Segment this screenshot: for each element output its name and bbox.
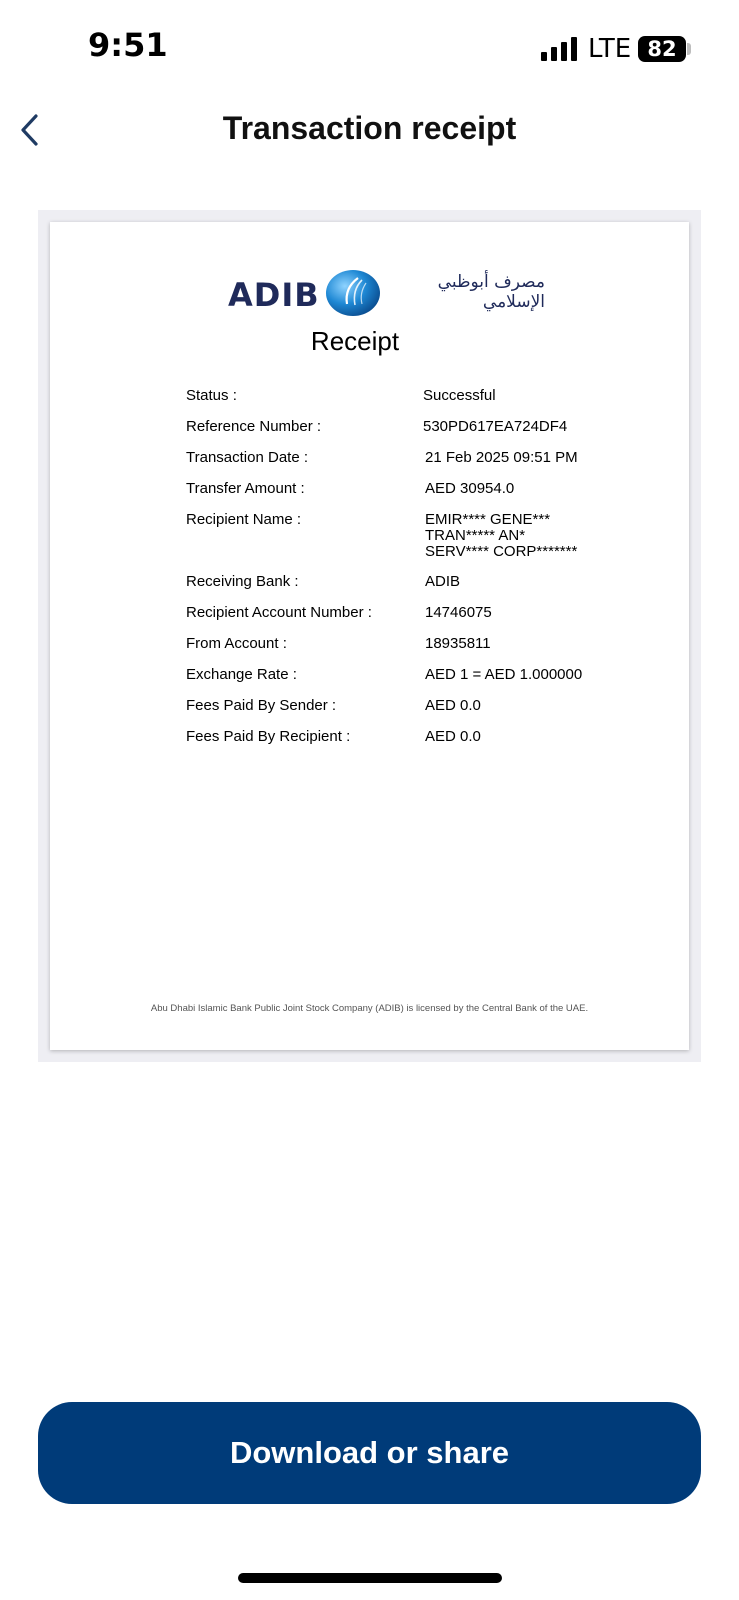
- battery-icon: 82: [638, 36, 686, 62]
- row-label: Recipient Account Number :: [186, 604, 372, 621]
- row-label: Receiving Bank :: [186, 573, 299, 590]
- row-value: 21 Feb 2025 09:51 PM: [425, 449, 578, 466]
- row-label: Reference Number :: [186, 418, 322, 435]
- bank-logo-text: ADIB: [228, 276, 320, 314]
- row-value: AED 30954.0: [425, 480, 515, 497]
- download-share-button[interactable]: Download or share: [38, 1402, 701, 1504]
- network-label: LTE: [588, 34, 632, 64]
- row-value: Successful: [423, 387, 496, 404]
- row-label: Transaction Date :: [186, 449, 308, 466]
- row-label: Transfer Amount :: [186, 480, 305, 497]
- row-value: 530PD617EA724DF4: [423, 418, 568, 435]
- row-label: Exchange Rate :: [186, 666, 297, 683]
- row-value: EMIR**** GENE*** TRAN***** AN* SERV**** CORP*******: [425, 511, 578, 560]
- receipt-preview: [38, 210, 701, 1062]
- row-value: AED 0.0: [425, 728, 481, 745]
- row-label: Status :: [186, 387, 237, 404]
- page-title: Transaction receipt: [222, 110, 517, 146]
- battery-tip: [687, 43, 691, 55]
- legal-footer: Abu Dhabi Islamic Bank Public Joint Stock Company (ADIB) is licensed by the Central Bank of the UAE.: [150, 1003, 589, 1014]
- row-value: 18935811: [425, 635, 491, 652]
- row-label: Recipient Name :: [186, 511, 302, 528]
- row-value: AED 1 = AED 1.000000: [425, 666, 583, 683]
- home-indicator: [238, 1573, 502, 1583]
- row-label: Fees Paid By Sender :: [186, 697, 337, 714]
- row-value: AED 0.0: [425, 697, 481, 714]
- receipt-document: [50, 222, 689, 1050]
- status-time: 9:51: [88, 26, 168, 64]
- receipt-heading: Receipt: [310, 326, 400, 356]
- row-label: From Account :: [186, 635, 287, 652]
- bank-logo-icon: [325, 268, 381, 318]
- bank-logo-arabic: مصرف أبوظبي الإسلامي: [437, 272, 545, 312]
- signal-icon: [541, 37, 581, 61]
- row-label: Fees Paid By Recipient :: [186, 728, 351, 745]
- row-value: 14746075: [425, 604, 492, 621]
- row-value: ADIB: [425, 573, 461, 590]
